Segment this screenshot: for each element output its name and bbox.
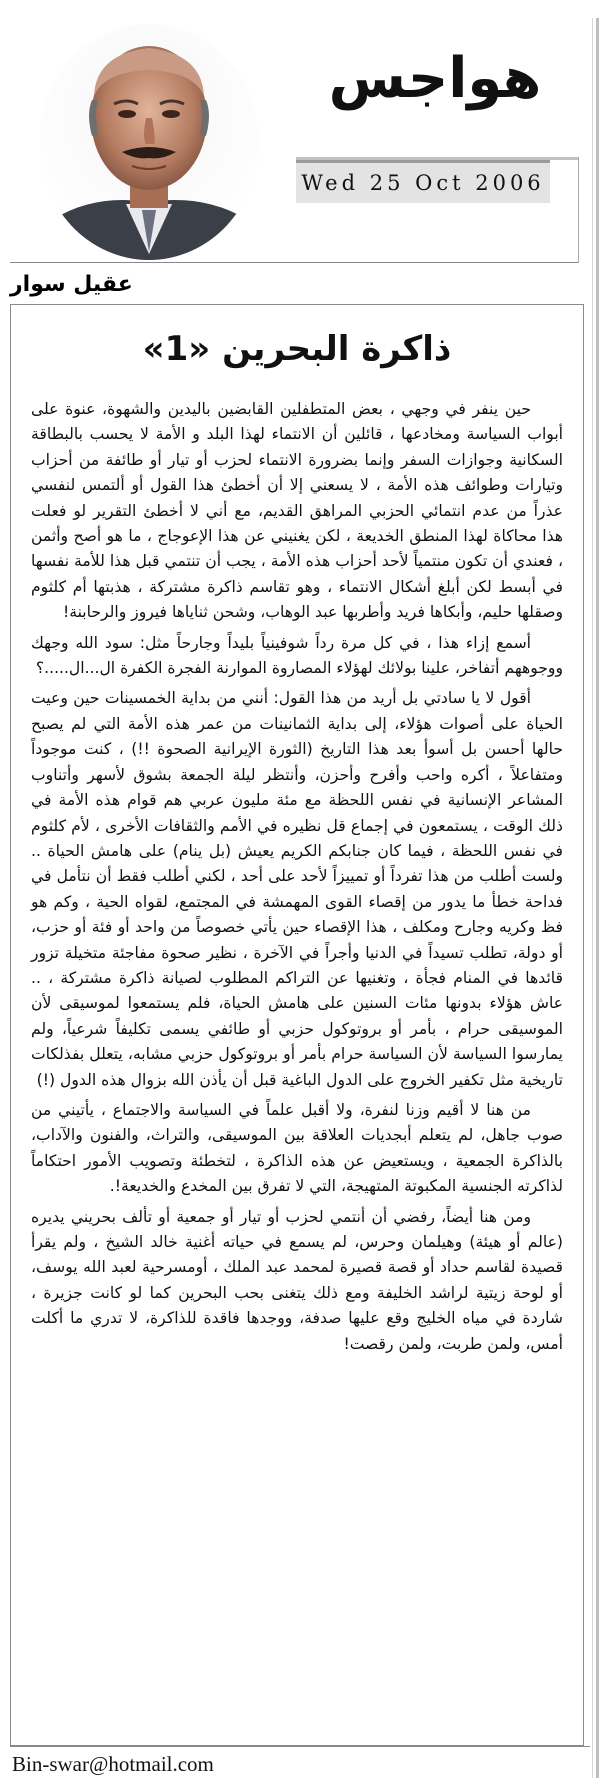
paragraph: ومن هنا أيضاً، رفضي أن أنتمي لحزب أو تيار أو جمعية أو تألف بحريني يديره (عالم أو هيئة) وهيلمان وحرس، لم يسمع في حياته أغنية خالد الشيخ ، ولم يقرأ قصيدة لقاسم حداد أو قصة قصيرة لمحمد عبد الملك ، أومسرحية لعبد الله يوسف، أو لوحة زيتية لراشد الخليفة ومع ذلك يتغنى بحب البحرين كما لو كانت جزيرة ، شاردة في مياه الخليج وقع عليها صدفة، ووجدها فاقدة للذاكرة، لا تدري ما أكلت أمس، ولمن طربت، ولمن رقصت! — [31, 1207, 563, 1353]
author-name: عقيل سوار — [10, 272, 133, 297]
date-text: Wed 25 Oct 2006 — [301, 171, 545, 195]
footer-rule — [10, 1746, 590, 1747]
header-side-rule — [578, 157, 579, 263]
header-bottom-rule — [10, 262, 578, 263]
date-box — [296, 160, 550, 203]
article-body — [31, 397, 563, 1362]
paragraph: أسمع إزاء هذا ، في كل مرة رداً شوفينياً بليداً وجارحاً مثل: سود الله وجهك ووجوههم أتفاخر، علينا بولائك لهؤلاء المصاروة الموارنة الفجرة الكفرة ال...ال.....؟ — [31, 633, 563, 678]
column-name: هواجس — [328, 46, 542, 111]
paragraph: حين ينفر في وجهي ، بعض المتطفلين القابضين باليدين والشهوة، عنوة على أبواب السياسة ومخادعها ، قائلين أن الانتماء لهذا البلد و الأمة لا يحسب بالبطاقة السكانية وجوازات السفر وإنما بضرورة الانتماء لحزب أو تيار أو طائفة من أحزاب وتيارات وطوائف هذه الأمة ، لا يسعني إلا أن أخطئ هذا القول أو ألتمس لنفسي عذراً من عدم انتمائي الحزبي المراهق القديم، مع أني لا أخطئ التقرير لو فعلت هذا محاكاة لهذا المنطق الخديعة ، لكن يغنيني عن هذا الإعوجاج ، ما هو أصح وأثمن ، فعندي أن تكون منتمياً لأحد أحزاب هذه الأمة ، يجب أن تنتمي قبل هذا للأمة نفسها في أبسط لكن أبلغ أشكال الانتماء ، وهو تقاسم ذاكرة مشتركة ، هذبتها أم كلثوم وصقلها حليم، وأبكاها فريد وأطربها عبد الوهاب، وشحن ثناياها فيروز والرحابنة! — [31, 400, 563, 622]
page-edge-rule — [596, 18, 599, 1778]
author-email: Bin-swar@hotmail.com — [12, 1752, 214, 1776]
page-edge-rule-inner — [592, 18, 593, 1778]
column-header — [0, 0, 590, 297]
author-photo — [34, 14, 264, 264]
article-box — [10, 304, 584, 1746]
paragraph: من هنا لا أقيم وزنا لنفرة، ولا أقبل علماً في السياسة والاجتماع ، يأتيني من صوب جاهل، لم يتعلم أبجديات العلاقة بين الموسيقى، والتراث، والفنون والآداب، بالذاكرة الجمعية ، ويستعيض عن هذه الذاكرة ، لتخطئة وتصويب الأمور احتكاماً لذاكرته الجنسية المكبوتة المتهيجة، التي لا تفرق بين المخدع والخديعة!. — [31, 1100, 563, 1196]
paragraph: أقول لا يا سادتي بل أريد من هذا القول: أنني من بداية الخمسينات حين وعيت الحياة على أصوات هؤلاء، إلى بداية الثمانينات من عمر هذه الأمة التي لم يصبح حالها أحسن بل أسوأ بعد هذا التاريخ (الثورة الإيرانية الصحوة !!) ، كنت موجوداً ومتفاعلاً ، أكره واحب وأفرح وأحزن، وأنتظر ليلة الجمعة بشوق لأسهر وأتناوب المشاعر الإنسانية في نفس اللحظة مع مئة مليون عربي هم قوام هذه الأمة في ذلك الوقت ، يستمعون في إجماع قل نظيره في الأمم والثقافات الأخرى ، لأم كلثوم في نفس اللحظة ، فيما كان جنابكم الكريم يعيش (بل ينام) على هامش الحياة .. ولست أطلب من هذا تفرداً أو تمييزاً لأحد على أحد ، لكني أطلب فقط أن نتأمل في فداحة خطأ ما يدور من إقصاء القوى المهمشة في المجتمع، لقواه الحية ، وكم هو فظ وكريه وجارح ومكلف ، هذا الإقصاء حين يأتي خصوصاً من واحد أو فئة أو حزب، أو دولة، تطلب تسيداً في الدنيا وأجراً في الآخرة ، نظير صحوة مفاجئة متخيلة تزور قائدها في المنام فجأة ، وتغنيها عن التراكم المطلوب لصيانة ذاكرة مشتركة ، .. عاش هؤلاء بدونها مئات السنين على هامش الحياة، فلم يستمعوا لموسيقى لأن الموسيقى حرام ، بأمر أو بروتوكول حزبي أو طائفي يسمى تكليفاً شرعياً، ولم يمارسوا السياسة لأن السياسة حرام بأمر أو بروتوكول حزبي مشابه، يتعلل بفذلكات تاريخية مثل تكفير الخروج على الدول الباغية قبل أن يأذن الله بزوال هذه الدول (!) — [31, 689, 563, 1089]
article-title: ذاكرة البحرين «1» — [142, 329, 452, 369]
